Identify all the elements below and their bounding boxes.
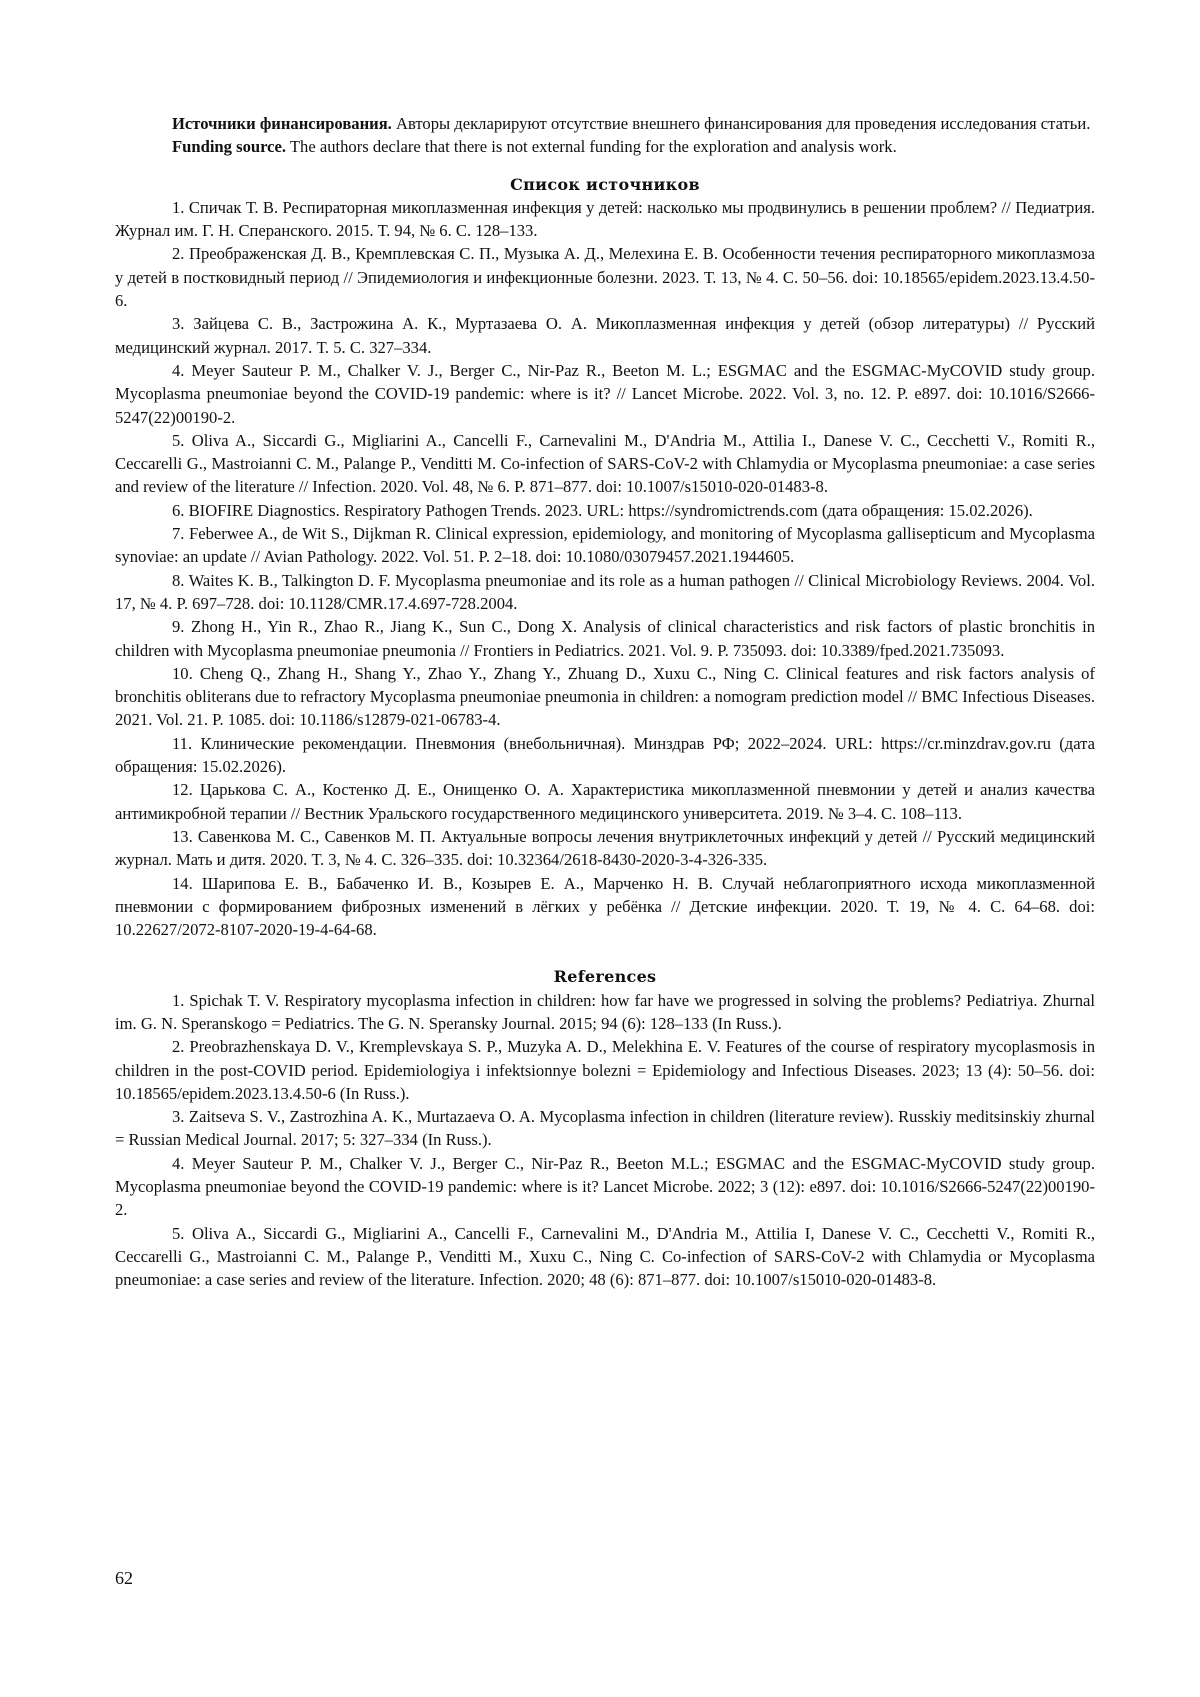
sources-list: [115, 196, 1095, 942]
reference-item: 2. Preobrazhenskaya D. V., Kremplevskaya S. P., Muzyka A. D., Melekhina E. V. Features of the course of respiratory mycoplasmosis in children in the post-COVID period. Epidemiologiya i infektsionnye bolezni = Epidemiology and Infectious Diseases. 2023; 13 (4): 50–56. doi: 10.18565/epidem.2023.13.4.50-6 (In Russ.).: [115, 1037, 1095, 1103]
source-item: 3. Зайцева С. В., Застрожина А. К., Муртазаева О. А. Микоплазменная инфекция у детей (обзор литературы) // Русский медицинский журнал. 2017. Т. 5. С. 327–334.: [115, 314, 1095, 357]
funding-en-label: Funding source.: [172, 137, 287, 157]
reference-item: 5. Oliva A., Siccardi G., Migliarini A., Cancelli F., Carnevalini M., D'Andria M., Attilia I, Danese V. C., Cecchetti V., Romiti R., Ceccarelli G., Mastroianni C. M., Palange P., Venditti M., Xuxu C., Ning C. Co-infection of SARS-CoV-2 with Chlamydia or Mycoplasma pneumoniae: a case series and review of the literature. Infection. 2020; 48 (6): 871–877. doi: 10.1007/s15010-020-01483-8.: [115, 1223, 1095, 1290]
source-item: 14. Шарипова Е. В., Бабаченко И. В., Козырев Е. А., Марченко Н. В. Случай неблагоприятного исхода микоплазменной пневмонии с формированием фиброзных изменений в лёгких у ребёнка // Детские инфекции. 2020. Т. 19, № 4. С. 64–68. doi: 10.22627/2072-8107-2020-19-4-64-68.: [115, 873, 1095, 940]
source-item: 11. Клинические рекомендации. Пневмония (внебольничная). Минздрав РФ; 2022–2024. URL: https://cr.minzdrav.gov.ru (дата обращения: 15.02.2026).: [115, 733, 1095, 777]
source-item: 9. Zhong H., Yin R., Zhao R., Jiang K., Sun C., Dong X. Analysis of clinical characteristics and risk factors of plastic bronchitis in children with Mycoplasma pneumoniae pneumonia // Frontiers in Pediatrics. 2021. Vol. 9. P. 735093. doi: 10.3389/fped.2021.735093.: [115, 617, 1095, 660]
source-item: 8. Waites K. B., Talkington D. F. Mycoplasma pneumoniae and its role as a human pathogen // Clinical Microbiology Reviews. 2004. Vol. 17, № 4. P. 697–728. doi: 10.1128/CMR.17.4.697-728.2004.: [115, 570, 1095, 613]
funding-en-text: The authors declare that there is not external funding for the exploration and analysis work.: [286, 137, 897, 157]
source-item: 10. Cheng Q., Zhang H., Shang Y., Zhao Y., Zhang Y., Zhuang D., Xuxu C., Ning C. Clinical features and risk factors analysis of bronchitis obliterans due to refractory Mycoplasma pneumoniae pneumonia in children: a nomogram prediction model // BMC Infectious Diseases. 2021. Vol. 21. P. 1085. doi: 10.1186/s12879-021-06783-4.: [115, 663, 1095, 730]
source-item: 2. Преображенская Д. В., Кремплевская С. П., Музыка А. Д., Мелехина Е. В. Особенности течения респираторного микоплазмоза у детей в постковидный период // Эпидемиология и инфекционные болезни. 2023. Т. 13, № 4. С. 50–56. doi: 10.18565/epidem.2023.13.4.50-6.: [115, 244, 1095, 311]
source-item: 6. BIOFIRE Diagnostics. Respiratory Pathogen Trends. 2023. URL: https://syndromictrends.com (дата обращения: 15.02.2026).: [172, 500, 1033, 520]
source-item: 5. Oliva A., Siccardi G., Migliarini A., Cancelli F., Carnevalini M., D'Andria M., Attilia I., Danese V. C., Cecchetti V., Romiti R., Ceccarelli G., Mastroianni C. M., Palange P., Venditti M. Co-infection of SARS-CoV-2 with Chlamydia or Mycoplasma pneumoniae: a case series and review of the literature // Infection. 2020. Vol. 48, № 6. P. 871–877. doi: 10.1007/s15010-020-01483-8.: [115, 430, 1095, 497]
source-item: 7. Feberwee A., de Wit S., Dijkman R. Clinical expression, epidemiology, and monitoring of Mycoplasma gallisepticum and Mycoplasma synoviae: an update // Avian Pathology. 2022. Vol. 51. P. 2–18. doi: 10.1080/03079457.2021.1944605.: [115, 524, 1095, 567]
funding-ru: [115, 112, 1095, 135]
source-item: 1. Спичак Т. В. Респираторная микоплазменная инфекция у детей: насколько мы продвинулись в решении проблем? // Педиатрия. Журнал им. Г. Н. Сперанского. 2015. Т. 94, № 6. С. 128–133.: [115, 197, 1095, 241]
references-heading: References: [553, 967, 657, 987]
funding-en: [115, 135, 1095, 158]
references-list: [115, 989, 1095, 1292]
funding-ru-label: Источники финансирования.: [172, 114, 392, 133]
funding-ru-text: Авторы декларируют отсутствие внешнего финансирования для проведения исследования статьи.: [391, 114, 1091, 133]
source-item: 4. Meyer Sauteur P. M., Chalker V. J., Berger C., Nir-Paz R., Beeton M. L.; ESGMAC and the ESGMAC-MyCOVID study group. Mycoplasma pneumoniae beyond the COVID-19 pandemic: where is it? // Lancet Microbe. 2022. Vol. 3, no. 12. P. e897. doi: 10.1016/S2666-5247(22)00190-2.: [115, 360, 1095, 427]
reference-item: 4. Meyer Sauteur P. M., Chalker V. J., Berger C., Nir-Paz R., Beeton M.L.; ESGMAC and the ESGMAC-MyCOVID study group. Mycoplasma pneumoniae beyond the COVID-19 pandemic: where is it? Lancet Microbe. 2022; 3 (12): e897. doi: 10.1016/S2666-5247(22)00190-2.: [115, 1153, 1095, 1220]
source-item: 13. Савенкова М. С., Савенков М. П. Актуальные вопросы лечения внутриклеточных инфекций у детей // Русский медицинский журнал. Мать и дитя. 2020. Т. 3, № 4. С. 326–335. doi: 10.32364/2618-8430-2020-3-4-326-335.: [115, 826, 1095, 870]
source-item: 12. Царькова С. А., Костенко Д. Е., Онищенко О. А. Характеристика микоплазменной пневмонии у детей и анализ качества антимикробной терапии // Вестник Уральского государственного медицинского университета. 2019. № 3–4. С. 108–113.: [115, 780, 1095, 823]
page-number: 62: [115, 1568, 133, 1588]
article-page: [115, 112, 1095, 1292]
reference-item: 3. Zaitseva S. V., Zastrozhina A. K., Murtazaeva O. A. Mycoplasma infection in children (literature review). Russkiy meditsinskiy zhurnal = Russian Medical Journal. 2017; 5: 327–334 (In Russ.).: [115, 1107, 1095, 1150]
sources-heading: Список источников: [510, 174, 700, 194]
reference-item: 1. Spichak T. V. Respiratory mycoplasma infection in children: how far have we progressed in solving the problems? Pediatriya. Zhurnal im. G. N. Speranskogo = Pediatrics. The G. N. Speransky Journal. 2015; 94 (6): 128–133 (In Russ.).: [115, 990, 1095, 1033]
